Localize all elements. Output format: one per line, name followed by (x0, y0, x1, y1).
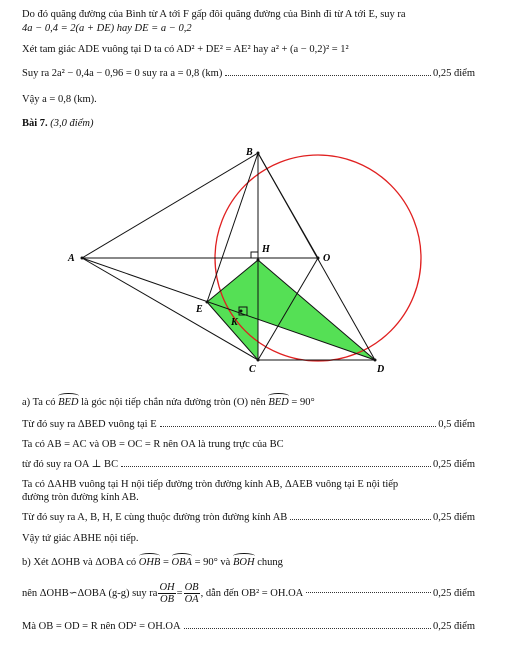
text-fragment: = (176, 588, 183, 599)
solution-a-line-6: đường tròn đường kính AB. (22, 492, 139, 503)
label-d: D (377, 364, 385, 375)
fraction-denominator: OB (160, 594, 175, 605)
score-label: 0,25 điểm (433, 459, 475, 470)
solution-b-line-2 (22, 582, 475, 605)
solution-a-line-3: Ta có AB = AC và OB = OC = R nên OA là trung trực của BC (22, 439, 284, 450)
angle-boh: BOH (232, 557, 255, 568)
text-fragment: , dẫn đến OB² = OH.OA (200, 588, 304, 599)
label-h: H (262, 244, 270, 255)
text-fragment: a) Ta có (22, 397, 56, 408)
fraction-oh-ob (158, 582, 175, 605)
fraction-denominator: OA (184, 594, 199, 605)
solution-a-line-5: Ta có ΔAHB vuông tại H nội tiếp đường tròn đường kính AB, ΔAEB vuông tại E nội tiếp (22, 479, 399, 490)
text-fragment: nên ΔOHB∽ΔOBA (g-g) suy ra (22, 588, 158, 599)
label-e: E (196, 304, 203, 315)
segment-ab (82, 153, 258, 258)
text-line-5: Vậy a = 0,8 (km). (22, 94, 97, 105)
text-line-2: 4a − 0,4 = 2(a + DE) hay DE = a − 0,2 (22, 23, 192, 34)
fraction-numerator: OH (159, 582, 175, 593)
label-a: A (68, 253, 75, 264)
score-label: 0,5 điểm (438, 419, 475, 430)
angle-oba: OBA (171, 557, 192, 568)
text-line-4-content: Suy ra 2a² − 0,4a − 0,96 = 0 suy ra a = 0,8 (km) (22, 68, 223, 79)
text-fragment: chung (257, 557, 283, 568)
dotted-leader (160, 425, 437, 427)
fraction-numerator: OB (184, 582, 199, 593)
text-fragment: = 90° và (194, 557, 231, 568)
dotted-leader (184, 627, 431, 629)
solution-a-line-2 (22, 418, 475, 431)
angle-bed: BED (58, 397, 79, 408)
text-line-3: Xét tam giác ADE vuông tại D ta có AD² + DE² = AE² hay a² + (a − 0,2)² = 1² (22, 44, 349, 55)
text-fragment: là góc nội tiếp chắn nửa đường tròn (O) nên (81, 397, 266, 408)
label-c: C (249, 364, 256, 375)
text-fragment: b) Xét ΔOHB và ΔOBA có (22, 557, 137, 568)
text-fragment: Từ đó suy ra ΔBED vuông tại E (22, 419, 157, 430)
solution-a-line-1 (22, 396, 315, 409)
angle-ohb: OHB (138, 557, 161, 568)
score-label: 0,25 điểm (433, 588, 475, 599)
problem-title: Bài 7. (22, 118, 48, 129)
score-label: 0,25 điểm (433, 512, 475, 523)
solution-b-line-3 (22, 620, 475, 633)
problem-heading (22, 117, 93, 130)
text-fragment: = (162, 557, 169, 568)
problem-points: (3,0 điểm) (50, 118, 94, 129)
geometry-figure (0, 135, 513, 385)
score-label: 0,25 điểm (433, 68, 475, 79)
label-o: O (323, 253, 331, 264)
fraction-ob-oa (184, 582, 200, 605)
solution-b-line-1 (22, 556, 283, 569)
dotted-leader (121, 465, 431, 467)
dotted-leader (306, 591, 431, 593)
text-fragment: Từ đó suy ra A, B, H, E cùng thuộc đường tròn đường kính AB (22, 512, 288, 523)
label-k: K (231, 317, 238, 328)
score-label: 0,25 điểm (433, 621, 475, 632)
text-fragment: từ đó suy ra OA ⊥ BC (22, 459, 119, 470)
text-line-1: Do đó quãng đường của Bình từ A tới F gấp đôi quãng đường của Bình đi từ A tới E, suy ra (22, 9, 406, 20)
solution-a-line-8: Vậy tứ giác ABHE nội tiếp. (22, 533, 139, 544)
solution-a-line-7 (22, 511, 475, 524)
angle-bed: BED (268, 397, 289, 408)
right-angle-mark-h (251, 252, 258, 258)
text-fragment: = 90° (291, 397, 315, 408)
dotted-leader (225, 74, 431, 76)
label-b: B (246, 147, 253, 158)
text-line-4 (22, 67, 475, 80)
text-fragment: Mà OB = OD = R nên OD² = OH.OA (22, 621, 181, 632)
segment-ad (82, 258, 375, 360)
dotted-leader (290, 518, 431, 520)
solution-a-line-4 (22, 458, 475, 471)
